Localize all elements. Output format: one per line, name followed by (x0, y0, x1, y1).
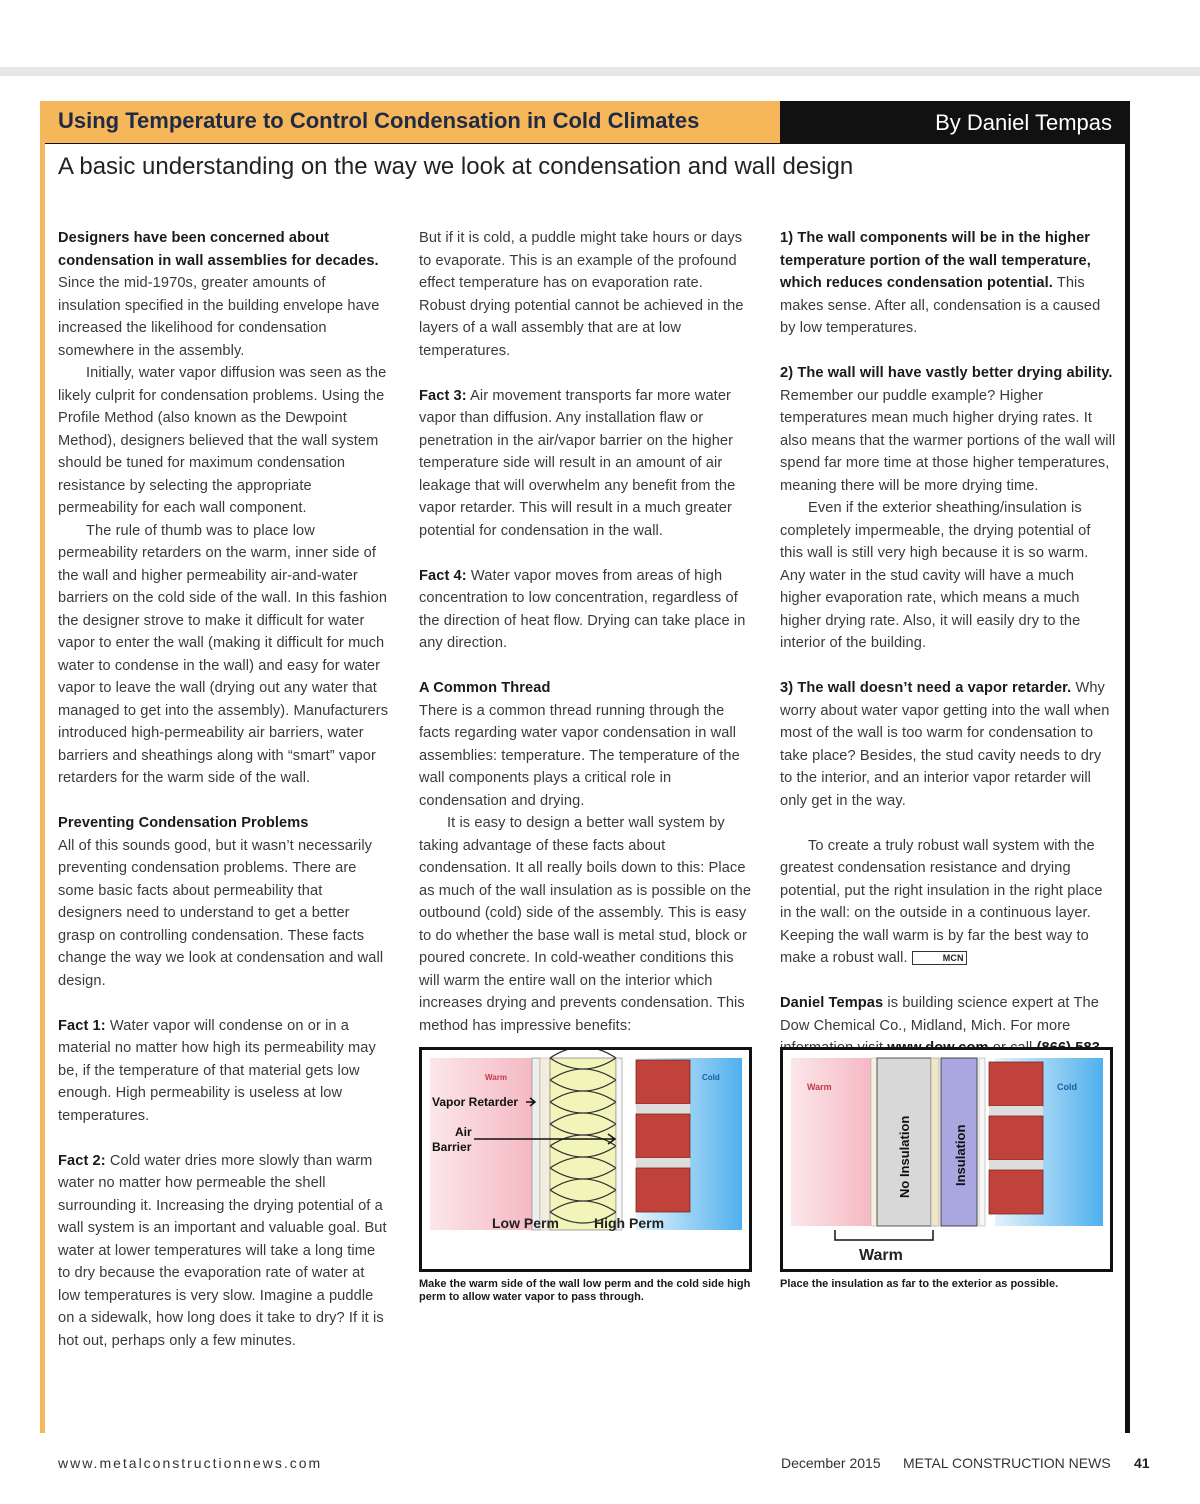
top-gray-strip (0, 67, 1200, 76)
intro-lead: Designers have been concerned about condensation in wall assemblies for decades. (58, 230, 379, 269)
insulation-batt (550, 1058, 616, 1230)
benefit-text: Why worry about water vapor getting into the wall when most of the wall is too warm for condensation to take place? Besides, the stud cavity needs to dry to the interior, and an interior vapor retarder will only get in the way. (780, 680, 1110, 809)
paragraph: Initially, water vapor diffusion was seen as the likely culprit for condensation problems. Using the Profile Method (also known as the Dewpoint Method), designers believed that the wall system should be tuned for maximum condensation resistance by selecting the appropriate permeability for each wall component. (58, 365, 387, 516)
figure-1-illustration (422, 1050, 749, 1269)
benefit-lead: 2) The wall will have vastly better drying ability. (780, 365, 1113, 381)
section-heading: A Common Thread (419, 680, 551, 696)
paragraph: The rule of thumb was to place low permeability retarders on the warm, inner side of the wall and higher permeability air-and-water barriers on the cold side of the wall. In this fashion the designer strove to make it difficult for water vapor to enter the wall (making it difficult for much water to condense in the wall) and easy for water vapor to leave the wall (drying out any water that managed to get into the assembly). Manufacturers introduced high-permeability air barriers, water barriers and sheathings along with “smart” vapor retarders for the warm side of the wall. (58, 522, 389, 786)
footer-website[interactable]: www.metalconstructionnews.com (58, 1455, 323, 1471)
header-rule (45, 143, 1125, 144)
mortar (989, 1160, 1043, 1170)
cold-label: Cold (702, 1073, 720, 1082)
article-title: Using Temperature to Control Condensation in Cold Climates (58, 108, 700, 133)
figure-2-caption: Place the insulation as far to the exterior as possible. (780, 1278, 1059, 1290)
brick (636, 1114, 690, 1158)
fact-1 (58, 1015, 390, 1128)
fact-label: Fact 2: (58, 1152, 106, 1169)
brick (989, 1170, 1043, 1214)
right-black-rule (1125, 101, 1130, 1433)
benefit-lead: 1) The wall components will be in the higher temperature portion of the wall temperature, which reduces condensation potential. (780, 230, 1091, 291)
benefit-3 (780, 677, 1116, 812)
insulation-label: Insulation (953, 1124, 968, 1186)
intro-text: Since the mid-1970s, greater amounts of insulation specified in the building envelope have increased the likelihood for condensation somewhere in the assembly. (58, 275, 380, 359)
drywall-layer (540, 1058, 550, 1230)
figure-vapor-retarder (419, 1047, 752, 1272)
mortar (989, 1106, 1043, 1116)
fact-text: Water vapor will condense on or in a material no matter how high its permeability may be, if the temperature of that material gets low enough. High permeability is useless at low temperatures. (58, 1017, 376, 1124)
benefit-2 (780, 362, 1116, 497)
drywall-layer (871, 1058, 877, 1226)
article-subtitle: A basic understanding on the way we look at condensation and wall design (58, 153, 854, 180)
benefit-lead: 3) The wall doesn’t need a vapor retarder. (780, 680, 1072, 696)
fact-2 (58, 1150, 390, 1353)
figure-2-illustration (783, 1050, 1110, 1269)
brick (636, 1060, 690, 1104)
fact-4 (419, 565, 753, 655)
benefit-text: This makes sense. After all, condensation is a caused by low temperatures. (780, 275, 1101, 336)
benefit-1 (780, 227, 1116, 340)
brick (989, 1062, 1043, 1106)
air-barrier-layer (616, 1058, 622, 1230)
barrier-label: Barrier (432, 1140, 472, 1154)
fact-label: Fact 3: (419, 387, 467, 404)
high-perm-label: High Perm (594, 1215, 665, 1231)
brick (989, 1116, 1043, 1160)
closing-paragraph (780, 835, 1116, 970)
paragraph: All of this sounds good, but it wasn’t necessarily preventing condensation problems. There are some basic facts about permeability that designers need to understand to get a better grasp on controlling condensation. These facts change the way we look at condensation and wall design. (58, 837, 384, 989)
paragraph: It is easy to design a better wall system by taking advantage of these facts about condensation. It all really boils down to this: Place as much of the wall insulation as is possible on the outbound (cold) side of the assembly. This is easy to do whether the base wall is metal stud, block or poured concrete. In cold-weather conditions this will warm the entire wall on the interior which increases drying and prevents condensation. This method has impressive benefits: (419, 815, 752, 1034)
air-barrier-layer (979, 1058, 985, 1226)
closing-text: To create a truly robust wall system with the greatest condensation resistance and drying potential, put the right insulation in the right place in the wall: on the outside in a continuous layer. Keeping the wall warm is by far the best way to make a robust wall. (780, 837, 1103, 966)
column-3 (780, 227, 1116, 1082)
warm-label: Warm (807, 1082, 832, 1092)
footer-publication: METAL CONSTRUCTION NEWS (903, 1455, 1111, 1471)
vapor-retarder-label: Vapor Retarder (432, 1095, 519, 1109)
left-accent-rule (40, 101, 45, 1433)
sheathing-layer (931, 1058, 939, 1226)
fact-label: Fact 4: (419, 567, 467, 584)
brick (636, 1168, 690, 1212)
paragraph: But if it is cold, a puddle might take hours or days to evaporate. This is an example of the profound effect temperature has on evaporation rate. Robust drying potential cannot be achieved in the layers of a wall assembly that are at low temperatures. (419, 230, 744, 359)
paragraph: There is a common thread running through the facts regarding water vapor condensation in wall assemblies: temperature. The temperature of the wall components plays a critical role in condensation and drying. (419, 702, 740, 809)
page-number: 41 (1134, 1455, 1150, 1471)
byline: By Daniel Tempas (935, 110, 1112, 135)
warm-label: Warm (485, 1073, 507, 1082)
bio-name: Daniel Tempas (780, 995, 884, 1011)
figure-1-caption: Make the warm side of the wall low perm and the cold side high perm to allow water vapor to pass through. (419, 1278, 751, 1303)
low-perm-label: Low Perm (492, 1215, 559, 1231)
section-heading: Preventing Condensation Problems (58, 815, 309, 831)
fact-label: Fact 1: (58, 1017, 106, 1034)
end-mark-icon: MCN (912, 951, 967, 965)
bio-text: is building science expert at The Dow Chemical Co., Midland, Mich. For more (780, 995, 1099, 1034)
mortar (636, 1104, 690, 1114)
air-label: Air (455, 1125, 472, 1139)
footer-date: December 2015 (781, 1455, 881, 1471)
mortar (636, 1158, 690, 1168)
warm-bottom-label: Warm (859, 1247, 903, 1264)
fact-text: Water vapor moves from areas of high concentration to low concentration, regardless of the direction of heat flow. Drying can take place in any direction. (419, 567, 746, 651)
fact-text: Cold water dries more slowly than warm water no matter how permeable the shell surrounding it. Increasing the drying potential of a wall system is an important and valuable goal. But water at lower temperatures will take a long time to dry because the evaporation rate of water at low temperatures is very slow. Imagine a puddle on a sidewalk, how long does it take to dry? If it is hot out, perhaps only a few minutes. (58, 1152, 387, 1349)
paragraph: Even if the exterior sheathing/insulation is completely impermeable, the drying potential of this wall is still very high because it is so warm. Any water in the stud cavity will have a much higher evaporation rate, which means a much higher drying rate. Also, it will easily dry to the interior of the building. (780, 500, 1091, 651)
intro-paragraph (58, 227, 390, 362)
fact-text: Air movement transports far more water vapor than diffusion. Any installation flaw or penetration in the air/vapor barrier on the higher temperature side will result in an amount of air leakage that will overwhelm any benefit from the vapor retarder. This will result in a much greater potential for condensation in the wall. (419, 387, 736, 539)
fact-3 (419, 385, 753, 543)
column-1 (58, 227, 390, 1352)
benefit-text: Remember our puddle example? Higher temperatures mean much higher drying rates. It also means that the warmer portions of the wall will spend far more time at those higher temperatures, meaning there will be more drying time. (780, 387, 1116, 494)
cold-label: Cold (1057, 1082, 1077, 1092)
no-insulation-label: No Insulation (897, 1115, 912, 1198)
figure-insulation-placement (780, 1047, 1113, 1272)
column-2 (419, 227, 753, 1037)
vapor-retarder-layer (532, 1058, 540, 1230)
